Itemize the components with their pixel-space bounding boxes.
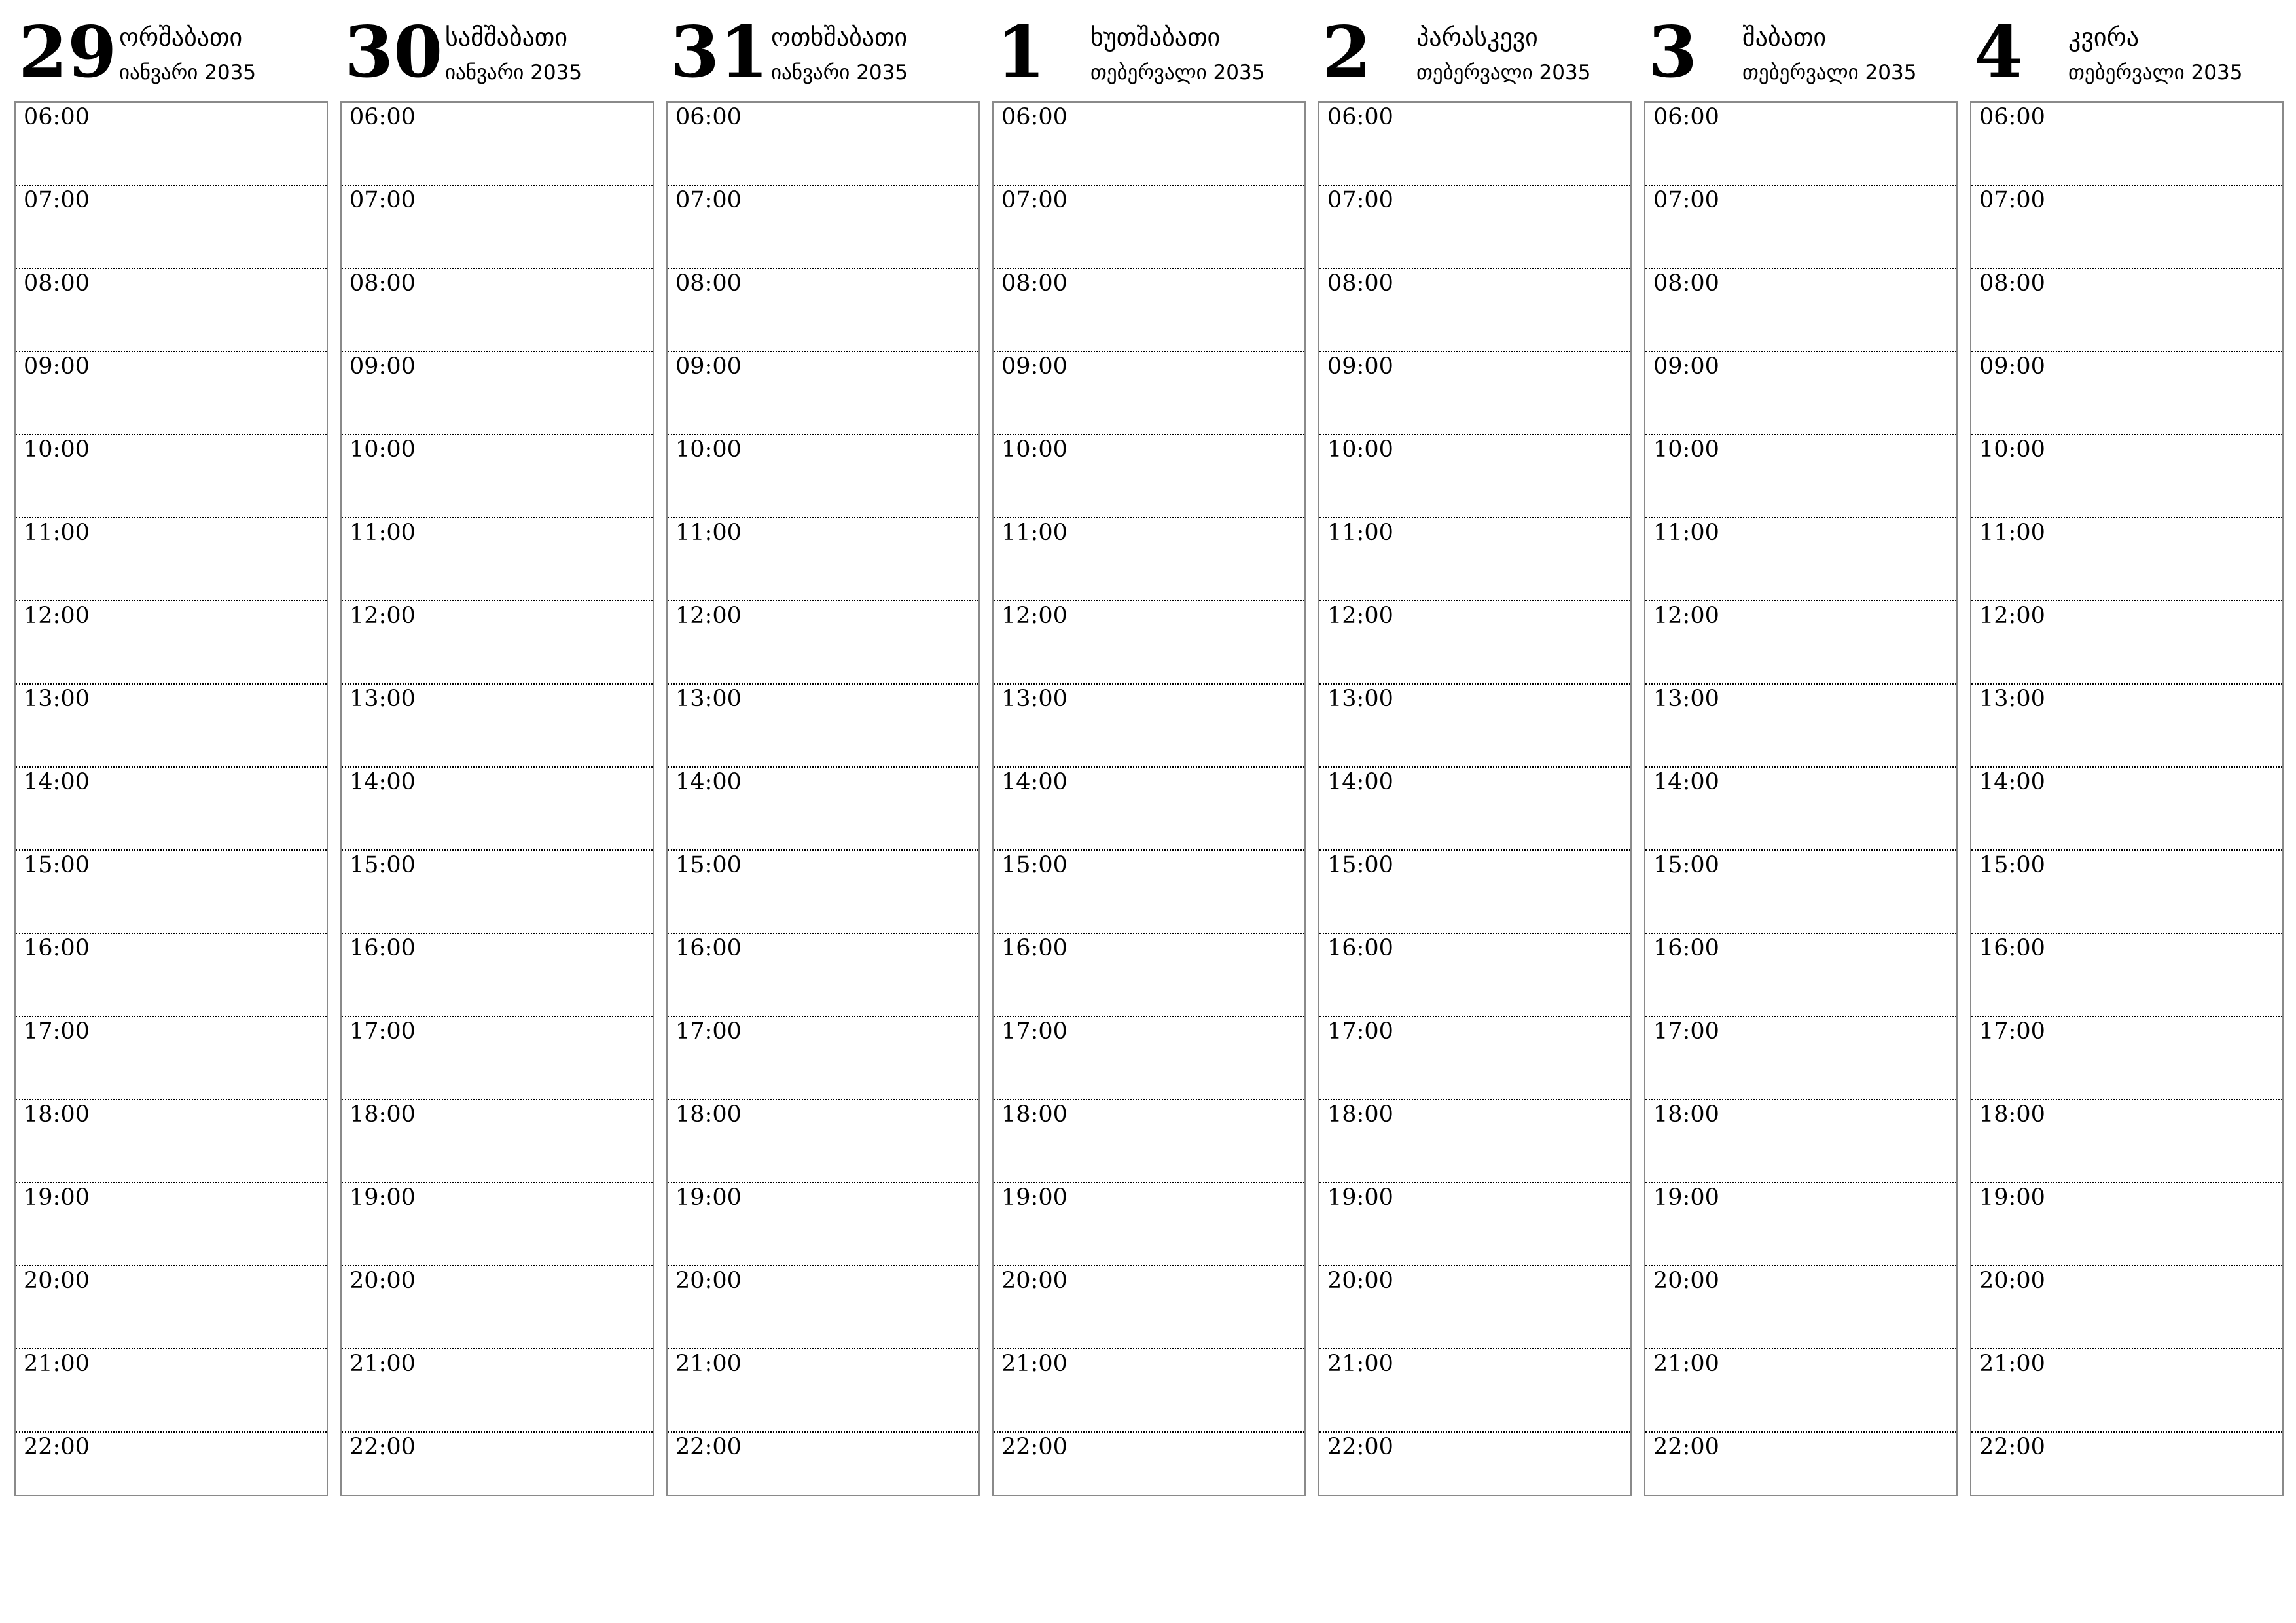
hour-slot[interactable] <box>1319 1349 1630 1433</box>
hour-slot[interactable] <box>342 186 653 269</box>
hour-slot[interactable] <box>668 1100 978 1183</box>
hour-slot[interactable] <box>16 934 327 1017</box>
hour-label: 21:00 <box>1653 1351 1719 1377</box>
hour-slot[interactable] <box>994 186 1304 269</box>
hour-slot[interactable] <box>668 1017 978 1100</box>
hour-slot[interactable] <box>1645 103 1956 186</box>
hour-slot[interactable] <box>16 851 327 934</box>
hour-slot[interactable] <box>1971 685 2282 768</box>
hour-slot[interactable] <box>668 352 978 435</box>
hour-label: 13:00 <box>1327 686 1393 712</box>
hour-slot[interactable] <box>1319 269 1630 352</box>
hour-label: 21:00 <box>1327 1351 1393 1377</box>
hour-slot[interactable] <box>1319 1266 1630 1349</box>
hour-slot[interactable] <box>1971 103 2282 186</box>
hour-label: 10:00 <box>24 437 90 463</box>
hour-slot[interactable] <box>668 1433 978 1514</box>
hour-label: 22:00 <box>675 1434 742 1460</box>
hour-label: 16:00 <box>1001 935 1067 961</box>
hour-label: 11:00 <box>1001 520 1067 546</box>
hour-label: 18:00 <box>1653 1101 1719 1128</box>
hour-slot[interactable] <box>994 518 1304 601</box>
hour-label: 13:00 <box>1979 686 2045 712</box>
hour-label: 10:00 <box>1001 437 1067 463</box>
hour-slot[interactable] <box>1645 1017 1956 1100</box>
hour-label: 18:00 <box>24 1101 90 1128</box>
hour-label: 07:00 <box>1327 187 1393 213</box>
hour-slot[interactable] <box>1971 1266 2282 1349</box>
hour-slot[interactable] <box>1971 518 2282 601</box>
hour-label: 09:00 <box>1327 353 1393 380</box>
hour-label: 10:00 <box>675 437 742 463</box>
hour-label: 07:00 <box>1979 187 2045 213</box>
hour-slot[interactable] <box>342 269 653 352</box>
hour-slot[interactable] <box>1645 1433 1956 1514</box>
hour-label: 07:00 <box>24 187 90 213</box>
hour-label: 20:00 <box>1001 1268 1067 1294</box>
hour-label: 14:00 <box>1653 769 1719 795</box>
month-year: იანვარი 2035 <box>445 61 583 84</box>
hour-label: 09:00 <box>1653 353 1719 380</box>
hour-slot[interactable] <box>16 1349 327 1433</box>
hour-label: 11:00 <box>1327 520 1393 546</box>
hour-slot[interactable] <box>1971 1183 2282 1266</box>
hour-slot[interactable] <box>342 768 653 851</box>
day-column <box>14 0 328 1499</box>
hour-label: 12:00 <box>1979 603 2045 629</box>
day-schedule-box <box>1318 101 1632 1496</box>
hour-label: 07:00 <box>350 187 416 213</box>
hour-label: 13:00 <box>1653 686 1719 712</box>
hour-label: 07:00 <box>1001 187 1067 213</box>
hour-slot[interactable] <box>1319 186 1630 269</box>
hour-slot[interactable] <box>994 1349 1304 1433</box>
hour-label: 15:00 <box>1653 852 1719 878</box>
hour-slot[interactable] <box>1319 435 1630 518</box>
day-schedule-box <box>14 101 328 1496</box>
hour-label: 06:00 <box>1979 104 2045 130</box>
month-year: იანვარი 2035 <box>771 61 908 84</box>
hour-label: 21:00 <box>1001 1351 1067 1377</box>
day-number: 29 <box>18 11 117 94</box>
hour-label: 17:00 <box>675 1018 742 1044</box>
hour-label: 16:00 <box>1327 935 1393 961</box>
hour-slot[interactable] <box>16 601 327 685</box>
hour-slot[interactable] <box>16 1266 327 1349</box>
hour-slot[interactable] <box>1971 1017 2282 1100</box>
hour-slot[interactable] <box>1971 269 2282 352</box>
weekday-name: პარასკევი <box>1416 23 1538 52</box>
hour-slot[interactable] <box>1971 352 2282 435</box>
hour-slot[interactable] <box>1319 601 1630 685</box>
hour-slot[interactable] <box>1645 186 1956 269</box>
hour-slot[interactable] <box>994 269 1304 352</box>
hour-label: 22:00 <box>350 1434 416 1460</box>
hour-slot[interactable] <box>1645 1266 1956 1349</box>
month-year: იანვარი 2035 <box>119 61 257 84</box>
hour-label: 17:00 <box>1001 1018 1067 1044</box>
day-column <box>666 0 980 1499</box>
hour-label: 20:00 <box>1979 1268 2045 1294</box>
hour-slot[interactable] <box>1319 1183 1630 1266</box>
hour-label: 21:00 <box>24 1351 90 1377</box>
hour-slot[interactable] <box>668 768 978 851</box>
hour-label: 17:00 <box>350 1018 416 1044</box>
hour-slot[interactable] <box>1645 1183 1956 1266</box>
hour-slot[interactable] <box>342 1266 653 1349</box>
hour-slot[interactable] <box>1645 685 1956 768</box>
hour-slot[interactable] <box>1971 1100 2282 1183</box>
hour-label: 06:00 <box>24 104 90 130</box>
hour-label: 21:00 <box>350 1351 416 1377</box>
day-header <box>666 0 980 99</box>
hour-slot[interactable] <box>1645 269 1956 352</box>
hour-label: 20:00 <box>675 1268 742 1294</box>
day-header <box>1970 0 2284 99</box>
hour-slot[interactable] <box>1645 352 1956 435</box>
hour-slot[interactable] <box>668 103 978 186</box>
hour-label: 12:00 <box>1327 603 1393 629</box>
hour-label: 16:00 <box>350 935 416 961</box>
hour-label: 16:00 <box>1979 935 2045 961</box>
month-year: თებერვალი 2035 <box>1416 61 1591 84</box>
hour-label: 21:00 <box>675 1351 742 1377</box>
hour-label: 11:00 <box>350 520 416 546</box>
hour-label: 22:00 <box>1979 1434 2045 1460</box>
hour-label: 06:00 <box>675 104 742 130</box>
hour-label: 06:00 <box>1327 104 1393 130</box>
hour-slot[interactable] <box>994 601 1304 685</box>
hour-slot[interactable] <box>1319 103 1630 186</box>
hour-slot[interactable] <box>994 934 1304 1017</box>
hour-label: 11:00 <box>24 520 90 546</box>
hour-label: 09:00 <box>24 353 90 380</box>
hour-label: 18:00 <box>1327 1101 1393 1128</box>
hour-label: 15:00 <box>675 852 742 878</box>
hour-label: 09:00 <box>675 353 742 380</box>
hour-label: 10:00 <box>1653 437 1719 463</box>
day-column <box>1318 0 1632 1499</box>
hour-label: 06:00 <box>1001 104 1067 130</box>
hour-slot[interactable] <box>16 1017 327 1100</box>
day-number: 31 <box>670 11 769 94</box>
day-header <box>1318 0 1632 99</box>
hour-label: 19:00 <box>24 1185 90 1211</box>
hour-slot[interactable] <box>994 1100 1304 1183</box>
hour-label: 13:00 <box>675 686 742 712</box>
hour-slot[interactable] <box>668 1266 978 1349</box>
day-number: 2 <box>1322 11 1372 94</box>
weekday-name: ოთხშაბათი <box>771 23 908 52</box>
hour-label: 21:00 <box>1979 1351 2045 1377</box>
hour-label: 09:00 <box>350 353 416 380</box>
hour-slot[interactable] <box>994 1266 1304 1349</box>
hour-label: 17:00 <box>1979 1018 2045 1044</box>
hour-label: 16:00 <box>1653 935 1719 961</box>
day-column <box>340 0 654 1499</box>
hour-slot[interactable] <box>342 934 653 1017</box>
hour-label: 17:00 <box>24 1018 90 1044</box>
hour-slot[interactable] <box>1971 768 2282 851</box>
hour-label: 08:00 <box>1653 270 1719 296</box>
day-header <box>340 0 654 99</box>
day-number: 1 <box>996 11 1046 94</box>
day-column <box>1970 0 2284 1499</box>
day-schedule-box <box>992 101 1306 1496</box>
hour-slot[interactable] <box>1319 1100 1630 1183</box>
hour-label: 14:00 <box>675 769 742 795</box>
hour-label: 12:00 <box>24 603 90 629</box>
day-column <box>992 0 1306 1499</box>
hour-slot[interactable] <box>1319 685 1630 768</box>
hour-slot[interactable] <box>342 435 653 518</box>
hour-slot[interactable] <box>1645 435 1956 518</box>
hour-label: 06:00 <box>1653 104 1719 130</box>
hour-slot[interactable] <box>1971 1433 2282 1514</box>
hour-slot[interactable] <box>668 186 978 269</box>
hour-label: 14:00 <box>24 769 90 795</box>
hour-slot[interactable] <box>668 518 978 601</box>
hour-slot[interactable] <box>1645 1349 1956 1433</box>
hour-slot[interactable] <box>342 1100 653 1183</box>
hour-label: 12:00 <box>1653 603 1719 629</box>
day-number: 30 <box>344 11 443 94</box>
hour-slot[interactable] <box>994 435 1304 518</box>
hour-label: 18:00 <box>1979 1101 2045 1128</box>
hour-label: 19:00 <box>1327 1185 1393 1211</box>
hour-slot[interactable] <box>1645 518 1956 601</box>
hour-slot[interactable] <box>668 685 978 768</box>
hour-slot[interactable] <box>342 851 653 934</box>
weekday-name: შაბათი <box>1742 23 1827 52</box>
hour-label: 16:00 <box>24 935 90 961</box>
hour-label: 18:00 <box>675 1101 742 1128</box>
hour-slot[interactable] <box>16 1183 327 1266</box>
hour-label: 16:00 <box>675 935 742 961</box>
hour-slot[interactable] <box>342 518 653 601</box>
hour-slot[interactable] <box>994 851 1304 934</box>
hour-slot[interactable] <box>342 352 653 435</box>
hour-slot[interactable] <box>1645 1100 1956 1183</box>
hour-slot[interactable] <box>994 103 1304 186</box>
hour-slot[interactable] <box>994 352 1304 435</box>
hour-slot[interactable] <box>668 851 978 934</box>
hour-slot[interactable] <box>994 685 1304 768</box>
hour-label: 12:00 <box>350 603 416 629</box>
hour-slot[interactable] <box>16 518 327 601</box>
hour-slot[interactable] <box>668 934 978 1017</box>
hour-slot[interactable] <box>16 1100 327 1183</box>
weekday-name: კვირა <box>2068 23 2140 52</box>
day-schedule-box <box>1644 101 1958 1496</box>
hour-slot[interactable] <box>668 601 978 685</box>
hour-label: 14:00 <box>350 769 416 795</box>
hour-label: 09:00 <box>1979 353 2045 380</box>
hour-slot[interactable] <box>1971 601 2282 685</box>
hour-label: 15:00 <box>24 852 90 878</box>
month-year: თებერვალი 2035 <box>2068 61 2243 84</box>
hour-label: 10:00 <box>350 437 416 463</box>
hour-label: 11:00 <box>1979 520 2045 546</box>
hour-label: 15:00 <box>350 852 416 878</box>
hour-label: 17:00 <box>1653 1018 1719 1044</box>
month-year: თებერვალი 2035 <box>1090 61 1265 84</box>
hour-slot[interactable] <box>1319 934 1630 1017</box>
hour-slot[interactable] <box>1319 352 1630 435</box>
hour-label: 07:00 <box>675 187 742 213</box>
hour-slot[interactable] <box>1319 1433 1630 1514</box>
hour-slot[interactable] <box>1319 768 1630 851</box>
hour-label: 19:00 <box>675 1185 742 1211</box>
hour-slot[interactable] <box>1971 435 2282 518</box>
hour-label: 22:00 <box>1653 1434 1719 1460</box>
hour-label: 15:00 <box>1001 852 1067 878</box>
hour-slot[interactable] <box>668 269 978 352</box>
weekday-name: სამშაბათი <box>445 23 568 52</box>
hour-label: 17:00 <box>1327 1018 1393 1044</box>
day-schedule-box <box>1970 101 2284 1496</box>
hour-slot[interactable] <box>16 685 327 768</box>
hour-label: 10:00 <box>1327 437 1393 463</box>
hour-label: 20:00 <box>24 1268 90 1294</box>
hour-slot[interactable] <box>16 1433 327 1514</box>
hour-slot[interactable] <box>342 1349 653 1433</box>
hour-label: 18:00 <box>350 1101 416 1128</box>
weekday-name: ხუთშაბათი <box>1090 23 1221 52</box>
hour-label: 06:00 <box>350 104 416 130</box>
hour-label: 19:00 <box>350 1185 416 1211</box>
hour-slot[interactable] <box>668 1349 978 1433</box>
hour-slot[interactable] <box>16 186 327 269</box>
hour-slot[interactable] <box>1319 851 1630 934</box>
day-number: 3 <box>1648 11 1698 94</box>
hour-label: 12:00 <box>675 603 742 629</box>
hour-label: 22:00 <box>1001 1434 1067 1460</box>
hour-label: 20:00 <box>350 1268 416 1294</box>
hour-label: 08:00 <box>1979 270 2045 296</box>
hour-slot[interactable] <box>668 435 978 518</box>
hour-slot[interactable] <box>1645 851 1956 934</box>
hour-slot[interactable] <box>1971 851 2282 934</box>
hour-slot[interactable] <box>1319 518 1630 601</box>
hour-label: 11:00 <box>675 520 742 546</box>
hour-slot[interactable] <box>1645 601 1956 685</box>
hour-slot[interactable] <box>342 601 653 685</box>
hour-label: 20:00 <box>1653 1268 1719 1294</box>
hour-label: 14:00 <box>1327 769 1393 795</box>
hour-label: 15:00 <box>1327 852 1393 878</box>
hour-label: 08:00 <box>675 270 742 296</box>
hour-label: 08:00 <box>1327 270 1393 296</box>
hour-slot[interactable] <box>342 685 653 768</box>
hour-slot[interactable] <box>1971 186 2282 269</box>
hour-slot[interactable] <box>1971 1349 2282 1433</box>
hour-label: 13:00 <box>350 686 416 712</box>
day-header <box>14 0 328 99</box>
hour-label: 22:00 <box>1327 1434 1393 1460</box>
hour-slot[interactable] <box>342 1433 653 1514</box>
hour-slot[interactable] <box>342 1183 653 1266</box>
hour-slot[interactable] <box>1645 934 1956 1017</box>
hour-label: 13:00 <box>1001 686 1067 712</box>
hour-label: 19:00 <box>1653 1185 1719 1211</box>
hour-label: 19:00 <box>1001 1185 1067 1211</box>
hour-label: 09:00 <box>1001 353 1067 380</box>
month-year: თებერვალი 2035 <box>1742 61 1917 84</box>
hour-slot[interactable] <box>342 103 653 186</box>
day-schedule-box <box>340 101 654 1496</box>
hour-label: 12:00 <box>1001 603 1067 629</box>
hour-label: 11:00 <box>1653 520 1719 546</box>
hour-slot[interactable] <box>1645 768 1956 851</box>
hour-slot[interactable] <box>342 1017 653 1100</box>
hour-label: 22:00 <box>24 1434 90 1460</box>
hour-label: 15:00 <box>1979 852 2045 878</box>
hour-slot[interactable] <box>16 269 327 352</box>
hour-slot[interactable] <box>668 1183 978 1266</box>
day-column <box>1644 0 1958 1499</box>
hour-label: 08:00 <box>350 270 416 296</box>
hour-label: 10:00 <box>1979 437 2045 463</box>
hour-slot[interactable] <box>16 103 327 186</box>
hour-label: 18:00 <box>1001 1101 1067 1128</box>
hour-slot[interactable] <box>1971 934 2282 1017</box>
hour-label: 07:00 <box>1653 187 1719 213</box>
hour-slot[interactable] <box>994 1183 1304 1266</box>
day-schedule-box <box>666 101 980 1496</box>
day-number: 4 <box>1974 11 2024 94</box>
hour-slot[interactable] <box>1319 1017 1630 1100</box>
hour-slot[interactable] <box>16 435 327 518</box>
hour-label: 14:00 <box>1001 769 1067 795</box>
day-header <box>992 0 1306 99</box>
hour-label: 13:00 <box>24 686 90 712</box>
hour-slot[interactable] <box>16 768 327 851</box>
hour-label: 08:00 <box>1001 270 1067 296</box>
hour-slot[interactable] <box>16 352 327 435</box>
hour-label: 20:00 <box>1327 1268 1393 1294</box>
hour-slot[interactable] <box>994 768 1304 851</box>
day-header <box>1644 0 1958 99</box>
weekday-name: ორშაბათი <box>119 23 243 52</box>
hour-label: 19:00 <box>1979 1185 2045 1211</box>
hour-slot[interactable] <box>994 1017 1304 1100</box>
hour-slot[interactable] <box>994 1433 1304 1514</box>
hour-label: 08:00 <box>24 270 90 296</box>
hour-label: 14:00 <box>1979 769 2045 795</box>
